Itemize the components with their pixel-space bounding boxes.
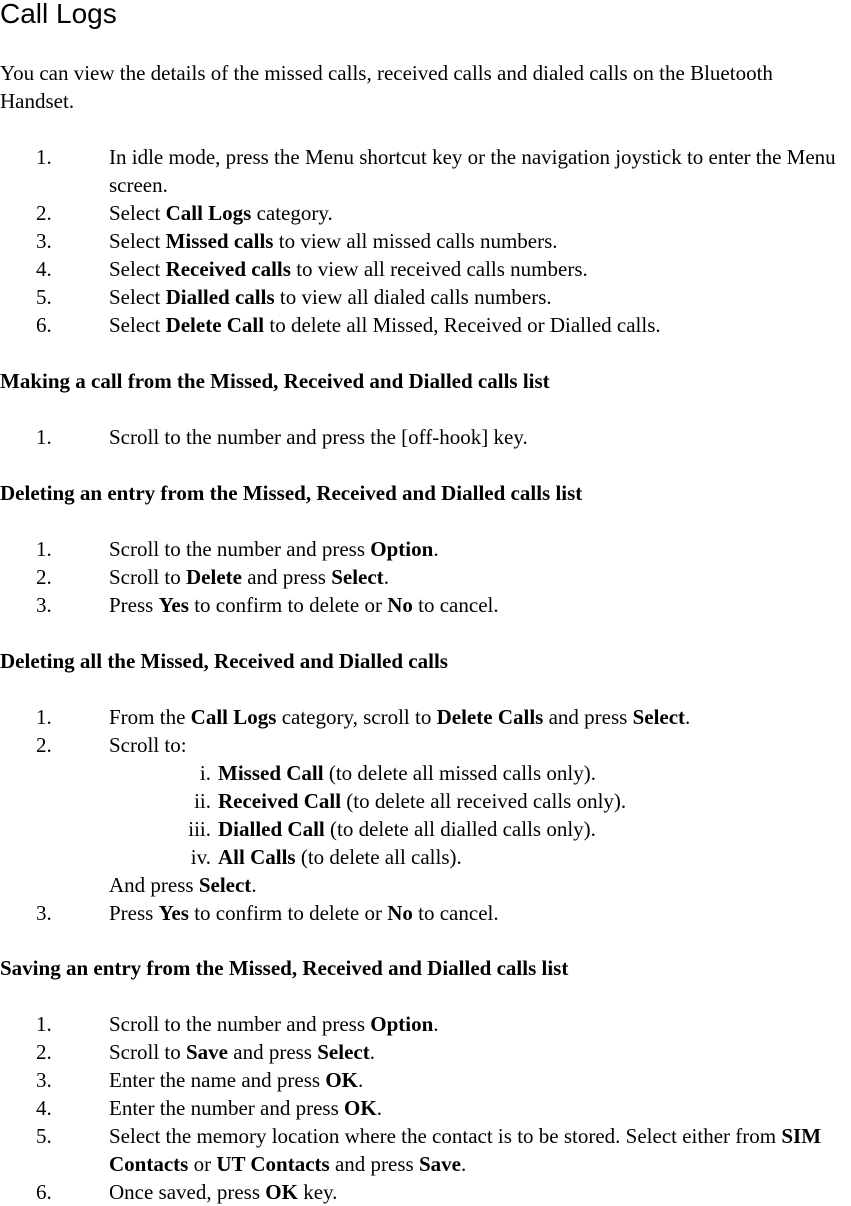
list-item: 1. Scroll to the number and press Option. [36, 1012, 439, 1036]
list-item: 3. Press Yes to confirm to delete or No to cancel. [36, 901, 499, 925]
section-heading-deleting-entry: Deleting an entry from the Missed, Received and Dialled calls list [0, 481, 583, 505]
list-item: 5. Select Dialled calls to view all dialed calls numbers. [36, 285, 552, 309]
intro-paragraph: You can view the details of the missed calls, received calls and dialed calls on the Bluetooth Handset. [0, 61, 773, 113]
list-item: 3. Select Missed calls to view all missed calls numbers. [36, 229, 558, 253]
list-item: 4. Enter the number and press OK. [36, 1096, 382, 1120]
list-item: 3. Press Yes to confirm to delete or No to cancel. [36, 593, 499, 617]
list-item: 1. Scroll to the number and press the [off-hook] key. [36, 425, 528, 449]
list-item: 6. Once saved, press OK key. [36, 1180, 338, 1204]
list-item: 1. Scroll to the number and press Option. [36, 537, 439, 561]
list-item: 2. Scroll to Delete and press Select. [36, 565, 389, 589]
list-item: 2. Select Call Logs category. [36, 201, 333, 225]
list-item: 3. Enter the name and press OK. [36, 1068, 364, 1092]
list-item: 1. From the Call Logs category, scroll to Delete Calls and press Select. [36, 705, 691, 729]
sub-list-item: ii. Received Call (to delete all received calls only). [194, 789, 627, 813]
list-item: 2. Scroll to: i. Missed Call (to delete all missed calls only). ii. Received Call (to delete all received calls only). iii. Dialled Call (to delete all dialled calls only). iv. All Calls (to delete all calls). And press Select. [0, 731, 851, 899]
section-heading-making-call: Making a call from the Missed, Received and Dialled calls list [0, 369, 550, 393]
section-heading-saving-entry: Saving an entry from the Missed, Received and Dialled calls list [0, 956, 569, 980]
list-item: 2. Scroll to Save and press Select. [36, 1040, 375, 1064]
sub-list-item: iv. All Calls (to delete all calls). [190, 845, 462, 869]
list-item: 5. Select the memory location where the contact is to be stored. Select either from SIM Contacts or UT Contacts and press Save. [36, 1124, 822, 1176]
section-heading-deleting-all: Deleting all the Missed, Received and Dialled calls [0, 649, 448, 673]
deleting-entry-steps-list [0, 535, 851, 619]
delete-options-sublist [109, 759, 851, 871]
sub-list-item: iii. Dialled Call (to delete all dialled calls only). [188, 817, 596, 841]
deleting-all-steps-list [0, 703, 851, 927]
making-call-steps-list [0, 423, 851, 451]
sub-list-item: i. Missed Call (to delete all missed calls only). [199, 761, 596, 785]
list-item: 4. Select Received calls to view all received calls numbers. [36, 257, 588, 281]
view-steps-list [0, 143, 851, 339]
page-title: Call Logs [0, 0, 117, 29]
list-item: 6. Select Delete Call to delete all Missed, Received or Dialled calls. [36, 313, 661, 337]
and-press-select-line: And press Select. [109, 873, 257, 897]
list-item: 1. In idle mode, press the Menu shortcut key or the navigation joystick to enter the Menu screen. [36, 145, 836, 197]
saving-entry-steps-list [0, 1010, 851, 1206]
